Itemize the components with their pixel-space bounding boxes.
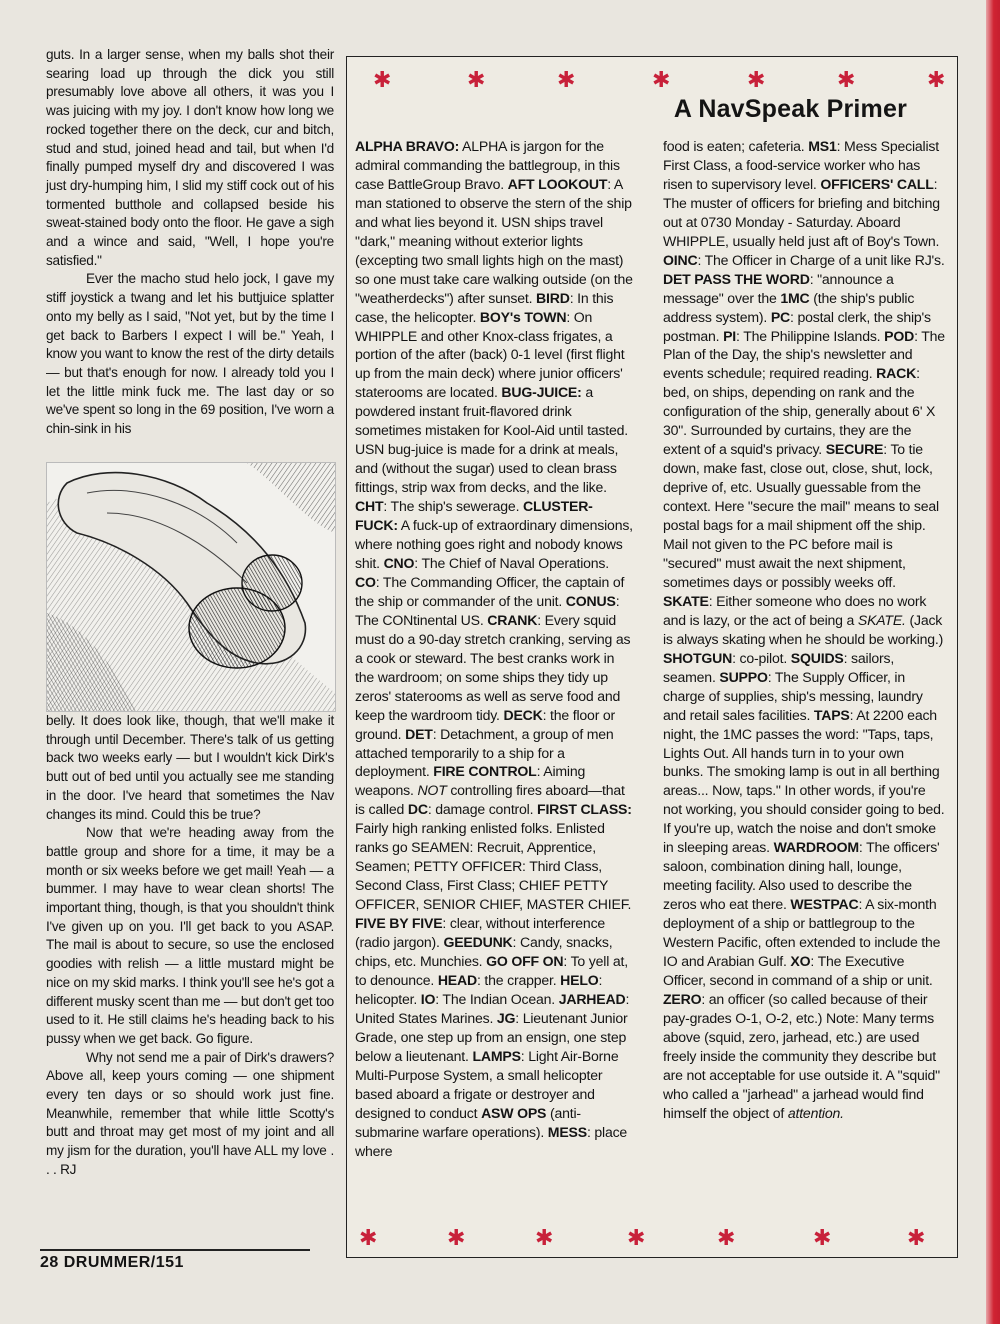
glossary-term: MS1 [808, 138, 837, 154]
glossary-term: WARDROOM [773, 839, 859, 856]
glossary-definition: (Jack is always skating when he should be working.) [663, 611, 944, 647]
glossary-definition: : At 2200 each night, the 1MC passes the word: "Taps, taps, Lights Out. All hands turn in to your own bunks. The smoking lamp is out in all berthing areas... Now, taps." In other words, if you're not working, you should consider going to bed. If you're up, watch the noise and don't smoke in sleeping areas. [663, 706, 945, 856]
glossary-definition: : Detachment, a group of men attached temporarily to a ship for a deployment. [355, 725, 614, 780]
glossary-definition: : postal clerk, the ship's postman. [663, 308, 931, 344]
glossary-definition: : To yell at, to denounce. [355, 952, 628, 988]
glossary-definition: : the floor or ground. [355, 706, 616, 742]
footer-rule [40, 1249, 310, 1251]
star-row-bottom [347, 1227, 957, 1255]
glossary-definition: : The Philippine Islands. [736, 327, 885, 344]
glossary-term: CRANK [487, 611, 538, 628]
star-icon: ✱ [447, 1225, 466, 1250]
glossary-definition: (anti-submarine warfare operations). [355, 1104, 581, 1140]
glossary-definition: : Aiming weapons. [355, 763, 586, 799]
glossary-definition: : On WHIPPLE and other Knox-class frigates, a portion of the after (back) 0-1 level (first flight up from the main deck) where junior officers' staterooms are located. [355, 308, 625, 401]
glossary-definition: : Lieutenant Junior Grade, one step up from an ensign, one step below a lieutenant. [355, 1009, 628, 1064]
glossary-term: CO [355, 573, 376, 590]
glossary-term: DET [405, 725, 433, 742]
glossary-term: CLUSTER-FUCK: [355, 498, 593, 534]
glossary-definition: : The Indian Ocean. [435, 990, 559, 1007]
glossary-definition: Fairly high ranking enlisted folks. Enlisted ranks go SEAMEN: Recruit, Apprentice, Seamen; PETTY OFFICER: Third Class, Second Class, First Class; CHIEF PETTY OFFICER, SENIOR CHIEF, MASTER CHIEF. [355, 820, 632, 913]
glossary-term: JG [496, 1009, 516, 1026]
glossary-definition: : Every squid must do a 90-day stretch cranking, serving as a cook or steward. The best cranks work in the wardroom; on some ships they tidy up zeros' staterooms as well as serve food and keep the wardroom tidy. [355, 611, 631, 723]
pen-drawing-illustration [47, 463, 335, 711]
glossary-term: SKATE [663, 592, 709, 609]
glossary-term: DC [407, 801, 428, 818]
glossary-term: XO [790, 952, 811, 969]
star-icon: ✱ [557, 67, 576, 92]
page-footer: 28 DRUMMER/151 [40, 1254, 184, 1271]
glossary-text [663, 137, 947, 1123]
star-icon: ✱ [535, 1225, 554, 1250]
glossary-term: SECURE [825, 441, 884, 458]
star-icon: ✱ [813, 1225, 832, 1250]
glossary-definition: : co-pilot. [732, 649, 791, 666]
illustration-image [46, 462, 336, 712]
glossary-emphasis: SKATE. [857, 611, 906, 628]
glossary-term: SUPPO [719, 668, 768, 685]
glossary-definition: : The Plan of the Day, the ship's newsletter and events schedule; required reading. [663, 327, 945, 382]
star-row-top [347, 69, 957, 97]
glossary-term: MESS [547, 1123, 587, 1140]
letter-paragraph: guts. In a larger sense, when my balls shot their searing load up through the dick you still presumably love above all others, it was you I was juicing with my joy. I don't know how long we rocked together there on the deck, cur and bitch, stud and stud, joined head and tail, but when I'd finally pumped myself dry and discovered I was just dry-humping him, I slid my stiff cock out of his tormented butthole and collapsed beside his sweat-stained body onto the floor. He gave a sigh and a wince and said, "Well, I hope you're satisfied." [46, 47, 334, 268]
glossary-term: HELO [560, 971, 599, 988]
glossary-definition: : helicopter. [355, 971, 603, 1007]
letter-column-top [46, 46, 334, 439]
star-icon: ✱ [373, 67, 392, 92]
glossary-definition: food is eaten; cafeteria. [663, 138, 809, 154]
glossary-term: LAMPS [472, 1047, 521, 1064]
glossary-definition: : A six-month deployment of a ship or battlegroup to the Western Pacific, often extended to include the IO and Arabian Gulf. [663, 896, 941, 969]
star-icon: ✱ [927, 67, 946, 92]
glossary-definition: : Mess Specialist First Class, a food-service worker who has risen to supervisory level. [663, 138, 939, 192]
glossary-definition: (the ship's public address system). [663, 289, 915, 325]
star-icon: ✱ [747, 67, 766, 92]
letter-column-bottom [46, 712, 334, 1180]
navspeak-sidebar-box [346, 56, 958, 1258]
star-icon: ✱ [652, 67, 671, 92]
glossary-definition: : The muster of officers for briefing and bitching out at 0730 Monday - Saturday. Aboard WHIPPLE, usually held just aft of Boy's Town. [663, 175, 940, 249]
glossary-term: GEEDUNK [443, 934, 513, 951]
letter-paragraph: Ever the macho stud helo jock, I gave my stiff joystick a twang and let his buttjuice splatter onto my belly as I said, "Not yet, but by the time I get back to Barbers I expect I will be." Yeah, I know you want to know the rest of the dirty details — but that's enough for now. I already told you I let the little mink fuck me. The last day or so we've spent so long in the 69 position, I've worn a chin-sink in his [46, 271, 334, 437]
glossary-definition: : The Executive Officer, second in command of a ship or unit. [663, 952, 933, 988]
letter-paragraph: Now that we're heading away from the battle group and shore for a time, it may be a month or six weeks before we get mail! Yeah — a bummer. I may have to wear clean shorts! The important thing, though, is that you shouldn't think I've given up on you. I'll get back to you ASAP. The mail is about to secure, so use the enclosed goodies with relish — a little mustard might be nice on my skid marks. I think you'll see he's got a different musky scent than me — but don't get too used to it. He still claims he's heading back to his pussy when we get back. Go figure. [46, 825, 334, 1046]
glossary-term: OFFICERS' CALL [820, 175, 934, 192]
glossary-definition: : clear, without interference (radio jargon). [355, 915, 606, 951]
star-icon: ✱ [837, 67, 856, 92]
glossary-column-left [355, 137, 635, 1160]
letter-paragraph: Why not send me a pair of Dirk's drawers? Above all, keep yours coming — one shipment every ten days or so should work just fine. Meanwhile, remember that while little Scotty's butt and throat may get most of my joint and all my jism for the duration, you'll have ALL my love . . . RJ [46, 1049, 334, 1177]
glossary-term: PI [723, 327, 737, 344]
glossary-term: SHOTGUN [663, 649, 733, 666]
star-icon: ✱ [907, 1225, 926, 1250]
glossary-term: CHT [355, 498, 384, 515]
glossary-term: FIVE BY FIVE [355, 915, 443, 932]
glossary-definition: : The Commanding Officer, the captain of the ship or commander of the unit. [355, 573, 625, 609]
sidebar-title: A NavSpeak Primer [673, 95, 907, 123]
glossary-term: FIRST CLASS: [537, 801, 632, 818]
glossary-definition: : The Supply Officer, in charge of supplies, ship's messing, laundry and retail sales facilities. [663, 668, 923, 723]
glossary-term: BUG-JUICE: [501, 384, 582, 401]
glossary-text [355, 137, 635, 1160]
page-edge [986, 0, 1000, 1324]
glossary-term: ZERO [663, 990, 702, 1007]
glossary-definition: : The officers' saloon, combination dining hall, lounge, meeting facility. Also used to describe the zeros who eat there. [663, 839, 940, 913]
glossary-term: POD [884, 327, 915, 344]
glossary-definition: : damage control. [427, 801, 538, 818]
star-icon: ✱ [359, 1225, 378, 1250]
glossary-definition: : Candy, snacks, chips, etc. Munchies. [355, 934, 613, 969]
glossary-emphasis: attention. [787, 1104, 844, 1121]
glossary-definition: controlling fires aboard—that is called [355, 782, 625, 818]
glossary-definition: : The Chief of Naval Operations. [414, 554, 609, 571]
glossary-term: SQUIDS [790, 649, 844, 666]
glossary-definition: : To tie down, make fast, close out, close, shut, lock, deprive of, etc. Usually guessable from the context. Here "secure the mail" means to seal postal bags for a mail shipment off the ship. Mail not given to the PC before mail is "secured" must await the next shipment, sometimes days or possibly weeks off. [663, 441, 939, 590]
star-icon: ✱ [467, 67, 486, 92]
glossary-term: CNO [383, 554, 415, 571]
glossary-definition: : place where [355, 1123, 628, 1159]
glossary-term: BIRD [536, 289, 570, 306]
glossary-term: BOY's TOWN [479, 308, 567, 325]
glossary-definition: : sailors, seamen. [663, 649, 895, 685]
glossary-term: OINC [663, 251, 698, 268]
glossary-emphasis: NOT [417, 782, 447, 799]
glossary-definition: ALPHA is jargon for the admiral commanding the battlegroup, in this case BattleGroup Bravo. [355, 138, 620, 192]
glossary-definition: : In this case, the helicopter. [355, 289, 614, 325]
star-icon: ✱ [717, 1225, 736, 1250]
glossary-term: WESTPAC [790, 896, 859, 913]
glossary-term: ALPHA BRAVO: [355, 138, 460, 154]
glossary-term: ASW OPS [481, 1104, 547, 1121]
glossary-term: AFT LOOKOUT [507, 175, 608, 192]
glossary-definition: : Light Air-Borne Multi-Purpose System, a small helicopter based aboard a frigate or destroyer and designed to conduct [355, 1047, 619, 1121]
glossary-definition: : United States Marines. [355, 990, 630, 1026]
glossary-column-right [663, 137, 947, 1123]
glossary-term: FIRE CONTROL [433, 763, 537, 780]
glossary-definition: : The ship's sewerage. [383, 498, 524, 515]
glossary-definition: : bed, on ships, depending on rank and the configuration of the ship, generally about 6' X 30". Surrounded by curtains, they are the extent of a squid's privacy. [663, 365, 936, 458]
glossary-definition: : The CONtinental US. [355, 592, 620, 628]
glossary-definition: : "announce a message" over the [663, 270, 894, 306]
glossary-term: RACK [876, 365, 917, 382]
glossary-definition: a powdered instant fruit-flavored drink sometimes mistaken for Kool-Aid until tasted. USN bug-juice is made for a drink at meals, and (without the sugar) used to clean brass fittings, strip wax from decks, and the like. [355, 384, 628, 496]
glossary-definition: : The Officer in Charge of a unit like RJ's. [697, 251, 945, 268]
glossary-definition: : the crapper. [476, 971, 561, 988]
glossary-term: DECK [503, 706, 543, 723]
glossary-term: GO OFF ON [486, 952, 564, 969]
glossary-term: IO [420, 990, 436, 1007]
glossary-term: PC [770, 308, 791, 325]
glossary-definition: A fuck-up of extraordinary dimensions, where nothing goes right and nobody knows shit. [355, 517, 633, 571]
glossary-definition: : Either someone who does no work and is lazy, or the act of being a [663, 592, 927, 628]
glossary-term: JARHEAD [558, 990, 626, 1007]
glossary-term: DET PASS THE WORD [663, 270, 810, 287]
glossary-term: TAPS [813, 706, 850, 723]
glossary-term: CONUS [565, 592, 616, 609]
glossary-definition: : an officer (so called because of their pay-grades O-1, O-2, etc.) Note: Many terms above (squid, zero, jarhead, etc.) are used freely inside the community they describe but are not acceptable for use outside it. A "squid" who called a "jarhead" a jarhead would find himself the object of [663, 990, 940, 1121]
glossary-term: HEAD [437, 971, 477, 988]
letter-paragraph: belly. It does look like, though, that we'll make it through until December. There's talk of us getting back two weeks early — but I wouldn't kick Dirk's butt out of bed until you actually see me standing in the door. I've heard that sometimes the Nav changes its mind. Could this be true? [46, 713, 334, 822]
glossary-definition: : A man stationed to observe the stern of the ship and what lies beyond it. USN ships travel "dark," meaning without exterior lights (excepting two small lights high on the mast) so one must take care walking outside (on the "weatherdecks") after sunset. [355, 175, 633, 306]
glossary-term: 1MC [780, 289, 810, 306]
star-icon: ✱ [627, 1225, 646, 1250]
